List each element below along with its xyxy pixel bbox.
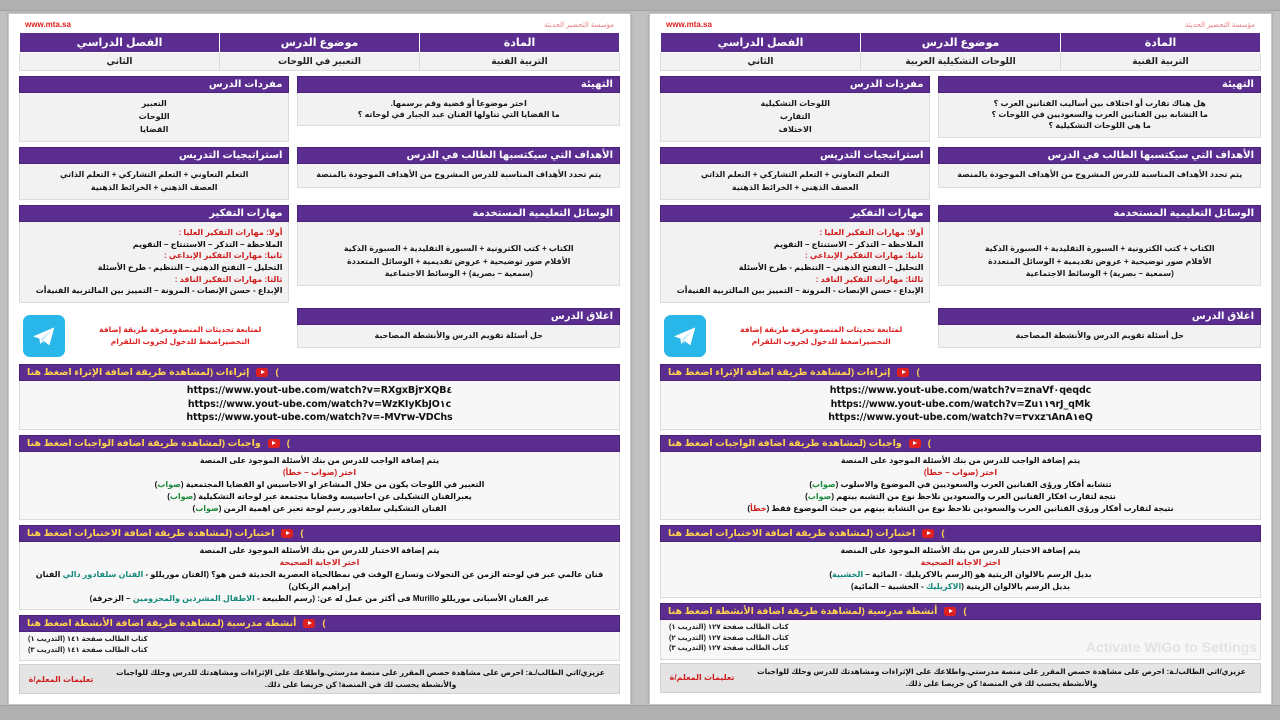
homework-body: [19, 452, 620, 520]
youtube-icon: [281, 529, 293, 538]
homework-item-close-1: ): [167, 492, 170, 502]
meta-col-0: المادة: [1061, 33, 1261, 53]
tests-item-1: [669, 581, 1252, 593]
row-closure: [660, 308, 1261, 359]
vocab-line-0: التعبير: [141, 99, 167, 108]
enrichment-url-1[interactable]: https://www.yout-ube.com/watch?v=Zu١١٩rJ_qMk: [830, 398, 1091, 410]
closure-box: [297, 308, 620, 348]
thinking-item-2: الإبداع - حسن الإنصات - المرونة – التمييز بين المالتربية الفنيةأت: [35, 286, 283, 296]
warmup-line-0: هل هناك تقارب أو اختلاف بين أساليب الفنانين العرب ؟: [993, 99, 1206, 108]
col-aids: [938, 205, 1261, 303]
tests-item-close-0: الفنان إبراهيم الزيكان): [35, 570, 351, 592]
vocabulary-box: [660, 76, 930, 142]
homework-item-text-0: التعبير في اللوحات يكون من خلال المشاعر او الاحاسيس او القضايا المجتمعية (: [180, 480, 485, 490]
activities-header[interactable]: [19, 615, 620, 632]
youtube-icon: [256, 368, 268, 377]
enrichment-url-0[interactable]: https://www.yout-ube.com/watch?v=RXgxBj٣XQB٤: [186, 384, 453, 396]
teaching-aids-header: الوسائل التعليمية المستخدمة: [297, 205, 620, 222]
youtube-icon: [944, 607, 956, 616]
warmup-line-0: اختر موضوعا أو قضية وقم برسمها.: [390, 99, 527, 108]
banner-label: اختبارات (لمشاهدة طريقة اضافة الاختبارات اضغط هنا: [668, 528, 916, 540]
banner-label: إثراءات (لمشاهدة طريقة اضافة الإثراء اضغط هنا: [27, 366, 250, 378]
org-name: مؤسسة التحضير الحديثة: [1185, 21, 1255, 29]
aids-spacer: [304, 227, 613, 243]
objectives-body: [297, 164, 620, 187]
activity-line-2: كتاب الطالب صفحة ١٢٧ (التدريب ٣): [669, 645, 789, 653]
activities-header[interactable]: [660, 603, 1261, 620]
homework-item-2: [669, 503, 1252, 515]
strategies-line-0: التعلم التعاوني + التعلم التشاركي + التعلم الذاتي: [701, 170, 890, 180]
warmup-header: التهيئة: [297, 76, 620, 93]
banner-close: ): [322, 618, 326, 630]
banner-label: إثراءات (لمشاهدة طريقة اضافة الإثراء اضغط هنا: [668, 366, 891, 378]
youtube-icon: [268, 439, 280, 448]
telegram-icon[interactable]: [664, 315, 706, 357]
telegram-promo[interactable]: [19, 308, 289, 359]
thinking-item-1: التحليل – التفتح الذهني – التنظيم - طرح الأسئلة: [738, 262, 924, 272]
tests-header[interactable]: [660, 525, 1261, 542]
col-objectives: [297, 147, 620, 200]
row-objectives: [660, 147, 1261, 200]
vocabulary-header: مفردات الدرس: [660, 76, 930, 93]
tests-body: [19, 542, 620, 610]
vocab-line-0: اللوحات التشكيلية: [760, 99, 830, 108]
promo-line-1: ومعرفة طريقة إضافة التحضير: [99, 324, 250, 346]
col-closure: [297, 308, 620, 359]
enrichment-url-1[interactable]: https://www.yout-ube.com/watch?v=WzKIyKbJO١c: [187, 398, 452, 410]
homework-header[interactable]: [19, 435, 620, 452]
thinking-skills-body: [19, 222, 289, 303]
youtube-icon: [922, 529, 934, 538]
banner-close: ): [275, 366, 279, 378]
col-strategies: [19, 147, 289, 200]
meta-table: [19, 32, 620, 71]
thinking-head-0: أولا: مهارات التفكير العليا :: [819, 228, 924, 238]
tests-item-answer-1: الاكريليك: [925, 582, 962, 592]
warmup-body: [297, 93, 620, 126]
teaching-aids-body: [297, 222, 620, 286]
viewer-bottom-bar: [0, 705, 1280, 720]
thinking-skills-header: مهارات التفكير: [660, 205, 930, 222]
objectives-text: يتم تحدد الأهداف المناسبة للدرس المشروح من الأهداف الموجودة بالمنصة: [957, 170, 1243, 180]
teacher-instructions-text: [102, 665, 619, 693]
promo-line-2: اضغط للدخول لجروب التلقرام: [751, 336, 862, 346]
row-warmup: [660, 76, 1261, 142]
objectives-body: [938, 164, 1261, 187]
homework-item-answer-0: صواب: [812, 480, 836, 490]
vocab-line-2: القضايا: [140, 124, 169, 134]
banner-label: أنشطة مدرسية (لمشاهدة طريقة اضافة الأنشطة اضغط هنا: [668, 606, 938, 618]
col-closure: [938, 308, 1261, 359]
col-objectives: [938, 147, 1261, 200]
promo-line-2: اضغط للدخول لجروب التلقرام: [110, 336, 221, 346]
meta-value-row: [20, 53, 620, 71]
row-closure: [19, 308, 620, 359]
meta-value-1: التعبير في اللوحات: [220, 53, 420, 71]
warmup-box: [938, 76, 1261, 138]
warmup-line-1: ما التشابه بين الفنانين العرب والسعوديين في اللوحات ؟: [991, 110, 1208, 120]
thinking-head-2: ثالثا: مهارات التفكير الناقد :: [815, 274, 924, 284]
vocab-line-2: الاختلاف: [778, 124, 812, 134]
row-aids: [660, 205, 1261, 303]
activities-body: [19, 632, 620, 661]
homework-header[interactable]: [660, 435, 1261, 452]
homework-body: [660, 452, 1261, 520]
tests-header[interactable]: [19, 525, 620, 542]
promo-line-0: لمتابعة تحديثات المنصة: [177, 324, 262, 334]
warmup-line-1: ما القضايا التي تناولها الفنان عبد الجبار في لوحاته ؟: [357, 110, 560, 120]
homework-item-close-1: ): [805, 492, 808, 502]
homework-choose-label: اختر (صواب – خطأ): [282, 468, 357, 478]
teacher-instructions: [19, 664, 620, 694]
homework-item-text-2: نتيجة لتقارب أفكار ورؤى الفنانين العرب والسعودين نلاحظ نوع من التشابة بينهم من حيث الموضوع فقط (: [766, 504, 1174, 514]
banner-close: ): [916, 366, 920, 378]
closure-header: اغلاق الدرس: [938, 308, 1261, 325]
closure-box: [938, 308, 1261, 348]
col-thinking: [660, 205, 930, 303]
tests-item-answer-1: الاطفال المشردين والمحرومين: [132, 594, 255, 604]
tests-item-0: [28, 569, 611, 593]
homework-item-1: [28, 491, 611, 503]
closure-header: اغلاق الدرس: [297, 308, 620, 325]
thinking-item-0: الملاحظة – التذكر – الاستنتاج – التقويم: [773, 239, 924, 249]
col-warmup: [297, 76, 620, 142]
closure-body: [938, 325, 1261, 348]
homework-item-1: [669, 491, 1252, 503]
tests-choose-label: اختر الاجابة الصحيحة: [279, 558, 360, 568]
vocabulary-header: مفردات الدرس: [19, 76, 289, 93]
aids-line-0: الكتاب + كتب الكترونية + السبورة التقليدية + السبورة الذكية: [343, 244, 574, 254]
meta-value-1: اللوحات التشكيلية العربية: [861, 53, 1061, 71]
tests-section: [660, 525, 1261, 598]
strategies-line-0: التعلم التعاوني + التعلم التشاركي + التعلم الذاتي: [60, 170, 249, 180]
banner-close: ): [927, 438, 931, 450]
banner-label: اختبارات (لمشاهدة طريقة اضافة الاختبارات اضغط هنا: [27, 528, 275, 540]
strategies-body: [660, 164, 930, 200]
aids-spacer: [945, 227, 1254, 243]
strategies-box: [660, 147, 930, 200]
thinking-item-0: الملاحظة – التذكر – الاستنتاج – التقويم: [132, 239, 283, 249]
teacher-note-line-1: واطلاعك على الإثراءات ومشاهدتك للدرس وحلك للواجبات والأنشطة يحسب لك في المنصة! كن حريصا على ذلك.: [757, 666, 1098, 688]
warmup-body: [938, 93, 1261, 138]
aids-line-2: (سمعية – بصرية) + الوسائط الاجتماعية: [1025, 268, 1174, 278]
thinking-head-1: ثانيا: مهارات التفكير الإبداعي :: [164, 251, 283, 261]
col-vocab: [19, 76, 289, 142]
row-warmup: [19, 76, 620, 142]
aids-line-2: (سمعية – بصرية) + الوسائط الاجتماعية: [384, 268, 533, 278]
homework-item-answer-2: صواب: [195, 504, 219, 514]
viewer-top-bar: [0, 0, 1280, 11]
objectives-box: [297, 147, 620, 187]
thinking-skills-box: [19, 205, 289, 303]
telegram-promo-text: [716, 324, 926, 348]
teacher-instructions-label: تعليمات المعلم/ة: [28, 674, 94, 684]
homework-bank-note: يتم إضافة الواجب للدرس من بنك الأسئلة الموجود على المنصة: [199, 456, 440, 466]
meta-col-2: الفصل الدراسي: [20, 33, 220, 53]
tests-item-close-1: – الزخرفة): [89, 594, 133, 604]
meta-value-2: الثاني: [661, 53, 861, 71]
homework-item-close-2: ): [747, 504, 750, 514]
homework-item-0: [28, 479, 611, 491]
homework-item-answer-2: خطأ: [750, 504, 767, 514]
objectives-header: الأهداف التي سيكتسبها الطالب في الدرس: [938, 147, 1261, 164]
meta-value-0: التربية الفنية: [420, 53, 620, 71]
homework-choose-label: اختر (صواب – خطأ): [923, 468, 998, 478]
homework-item-text-2: الفنان التشكيلي سلفادور رسم لوحة تعبر عن اهمية الزمن (: [218, 504, 447, 514]
homework-section: [19, 435, 620, 520]
row-objectives: [19, 147, 620, 200]
enrichment-body: [19, 381, 620, 430]
row-aids: [19, 205, 620, 303]
homework-item-text-1: نتجة لتقارب افكار الفنانين العرب والسعودين نلاحظ نوع من التشبه بينهم (: [831, 492, 1116, 502]
meta-value-2: الثاني: [20, 53, 220, 71]
strategies-header: استراتيجيات التدريس: [660, 147, 930, 164]
thinking-skills-body: [660, 222, 930, 303]
meta-col-1: موضوع الدرس: [220, 33, 420, 53]
col-promo: [19, 308, 289, 359]
activity-line-1: كتاب الطالب صفحة ١٤١ (التدريب ٣): [28, 646, 148, 654]
tests-item-close-1: - الخشبية – المائية): [850, 582, 926, 592]
warmup-header: التهيئة: [938, 76, 1261, 93]
teaching-aids-box: [297, 205, 620, 286]
enrichment-section: [19, 364, 620, 430]
activities-body: [660, 620, 1261, 660]
tests-choose-label: اختر الاجابة الصحيحة: [920, 558, 1001, 568]
col-strategies: [660, 147, 930, 200]
vocabulary-body: [19, 93, 289, 142]
promo-line-0: لمتابعة تحديثات المنصة: [818, 324, 903, 334]
pages-container: [0, 11, 1280, 705]
thinking-item-1: التحليل – التفتح الذهني – التنظيم - طرح الأسئلة: [97, 262, 283, 272]
activity-line-0: كتاب الطالب صفحة ١٤١ (التدريب ١): [28, 636, 148, 644]
banner-close: ): [941, 528, 945, 540]
tests-bank-note: يتم إضافة الاختبار للدرس من بنك الأسئلة الموجود على المنصة: [199, 546, 440, 556]
col-promo: [660, 308, 930, 359]
homework-item-close-0: ): [154, 480, 158, 490]
tests-item-close-0: ): [829, 570, 833, 580]
banner-close: ): [963, 606, 967, 618]
telegram-promo[interactable]: [660, 308, 930, 359]
promo-line-1: ومعرفة طريقة إضافة التحضير: [740, 324, 891, 346]
thinking-skills-header: مهارات التفكير: [19, 205, 289, 222]
meta-header-row: [661, 33, 1261, 53]
strategies-header: استراتيجيات التدريس: [19, 147, 289, 164]
tests-body: [660, 542, 1261, 598]
col-vocab: [660, 76, 930, 142]
teaching-aids-header: الوسائل التعليمية المستخدمة: [938, 205, 1261, 222]
enrichment-url-0[interactable]: https://www.yout-ube.com/watch?v=znaVf٠qeqdc: [829, 384, 1092, 396]
homework-item-close-2: ): [192, 504, 196, 514]
tests-section: [19, 525, 620, 610]
thinking-item-2: الإبداع - حسن الإنصات - المرونة – التمييز بين المالتربية الفنيةأت: [676, 286, 924, 296]
homework-item-2: [28, 503, 611, 515]
strategies-line-1: العصف الذهني + الخرائط الذهنية: [90, 182, 218, 192]
homework-bank-note: يتم إضافة الواجب للدرس من بنك الأسئلة الموجود على المنصة: [840, 456, 1081, 466]
brand-line: [660, 18, 1261, 32]
meta-col-0: المادة: [420, 33, 620, 53]
activity-line-0: كتاب الطالب صفحة ١٢٧ (التدريب ١): [669, 624, 789, 632]
warmup-line-2: ما هي اللوحات التشكيلية ؟: [1048, 121, 1151, 131]
page-right: [649, 13, 1272, 705]
aids-line-0: الكتاب + كتب الكترونية + السبورة التقليدية + السبورة الذكية: [984, 244, 1215, 254]
org-name: مؤسسة التحضير الحديثة: [544, 21, 614, 29]
tests-item-text-0: بديل الرسم بالالوان الزيتية هو (الرسم بالاكريليك - المائية –: [863, 570, 1092, 580]
strategies-box: [19, 147, 289, 200]
teacher-instructions-label: تعليمات المعلم/ة: [669, 673, 735, 683]
thinking-skills-box: [660, 205, 930, 303]
telegram-icon[interactable]: [23, 315, 65, 357]
enrichment-header[interactable]: [19, 364, 620, 381]
teacher-note-line-0: عزيزي/اتي الطالب/ـة: احرص على مشاهدة حصص المقرر على منصة مدرستي.: [324, 668, 605, 678]
banner-label: واجبات (لمشاهدة طريقة اضافة الواجبات اضغط هنا: [27, 438, 261, 450]
brand-line: [19, 18, 620, 32]
col-warmup: [938, 76, 1261, 142]
closure-body: [297, 325, 620, 348]
meta-table: [660, 32, 1261, 71]
closure-text: حل أسئلة تقويم الدرس والأنشطة المصاحبة: [1015, 330, 1184, 340]
enrichment-section: [660, 364, 1261, 430]
banner-label: واجبات (لمشاهدة طريقة اضافة الواجبات اضغط هنا: [668, 438, 902, 450]
enrichment-header[interactable]: [660, 364, 1261, 381]
activity-line-1: كتاب الطالب صفحة ١٢٧ (التدريب ٢): [669, 634, 789, 642]
vocabulary-body: [660, 93, 930, 142]
col-aids: [297, 205, 620, 303]
youtube-icon: [897, 368, 909, 377]
teaching-aids-body: [938, 222, 1261, 286]
tests-bank-note: يتم إضافة الاختبار للدرس من بنك الأسئلة الموجود على المنصة: [840, 546, 1081, 556]
youtube-icon: [909, 439, 921, 448]
tests-item-answer-0: الخشبية: [832, 570, 864, 580]
warmup-box: [297, 76, 620, 126]
strategies-body: [19, 164, 289, 200]
telegram-promo-text: [75, 324, 285, 348]
banner-close: ): [286, 438, 290, 450]
homework-item-answer-0: صواب: [157, 480, 181, 490]
tests-item-answer-0: الفنان سلفادور دالي: [62, 570, 144, 580]
tests-item-0: [669, 569, 1252, 581]
site-url[interactable]: www.mta.sa: [666, 20, 712, 29]
tests-item-text-1: عبر الفنان الأسبانى موريللو Murillo فى أكثر من عمل له عن: (رسم الطبيعة -: [254, 594, 550, 604]
vocab-line-1: اللوحات: [138, 111, 170, 121]
closure-text: حل أسئلة تقويم الدرس والأنشطة المصاحبة: [374, 330, 543, 340]
enrichment-url-2[interactable]: https://www.yout-ube.com/watch?v=٣vxz٦AnA١eQ: [828, 412, 1093, 424]
banner-close: ): [300, 528, 304, 540]
homework-item-text-1: يعبرالفنان التشكيلى عن احاسيسه وقضايا مجتمعة عبر لوحاته التشكيلية (: [193, 492, 472, 502]
thinking-head-2: ثالثا: مهارات التفكير الناقد :: [174, 274, 283, 284]
teacher-instructions: [660, 663, 1261, 693]
meta-col-1: موضوع الدرس: [861, 33, 1061, 53]
meta-col-2: الفصل الدراسي: [661, 33, 861, 53]
youtube-icon: [303, 619, 315, 628]
vocabulary-box: [19, 76, 289, 142]
objectives-box: [938, 147, 1261, 187]
activities-section: [660, 603, 1261, 660]
homework-item-text-0: تتشابه أفكار ورؤى الفنانين العرب والسعوديين في الموضوع والاسلوب (: [835, 480, 1112, 490]
vocab-line-1: التقارب: [780, 111, 811, 121]
meta-value-0: التربية الفنية: [1061, 53, 1261, 71]
enrichment-url-2[interactable]: https://www.yout-ube.com/watch?v=-MV٣w-VDChs: [186, 412, 453, 424]
homework-item-answer-1: صواب: [169, 492, 194, 502]
site-url[interactable]: www.mta.sa: [25, 20, 71, 29]
teaching-aids-box: [938, 205, 1261, 286]
strategies-line-1: العصف الذهني + الخرائط الذهنية: [731, 182, 859, 192]
tests-item-text-1: بديل الرسم بالالوان الزيتية (: [961, 582, 1071, 592]
thinking-head-1: ثانيا: مهارات التفكير الإبداعي :: [805, 251, 924, 261]
homework-section: [660, 435, 1261, 520]
col-thinking: [19, 205, 289, 303]
banner-label: أنشطة مدرسية (لمشاهدة طريقة اضافة الأنشطة اضغط هنا: [27, 618, 297, 630]
objectives-text: يتم تحدد الأهداف المناسبة للدرس المشروح من الأهداف الموجودة بالمنصة: [316, 170, 602, 180]
thinking-head-0: أولا: مهارات التفكير العليا :: [178, 228, 283, 238]
homework-item-answer-1: صواب: [807, 492, 832, 502]
aids-line-1: الأقلام صور توضيحية + عروض تقديمية + الوسائل المتعددة: [988, 256, 1212, 266]
enrichment-body: [660, 381, 1261, 430]
homework-item-0: [669, 479, 1252, 491]
teacher-note-line-0: عزيزي/اتي الطالب/ـة: احرص على مشاهدة حصص المقرر على منصة مدرستي.: [965, 666, 1246, 676]
teacher-note-line-1: واطلاعك على الإثراءات ومشاهدتك للدرس وحلك للواجبات والأنشطة يحسب لك في المنصة! كن حريصا على ذلك.: [116, 668, 457, 690]
objectives-header: الأهداف التي سيكتسبها الطالب في الدرس: [297, 147, 620, 164]
teacher-instructions-text: [743, 664, 1260, 692]
tests-item-1: [28, 593, 611, 605]
meta-value-row: [661, 53, 1261, 71]
homework-item-close-0: ): [809, 480, 813, 490]
page-left: [8, 13, 631, 705]
meta-header-row: [20, 33, 620, 53]
aids-line-1: الأقلام صور توضيحية + عروض تقديمية + الوسائل المتعددة: [347, 256, 571, 266]
activities-section: [19, 615, 620, 661]
tests-item-text-0: فنان عالمي عبر في لوحته الزمن عن التحولات وتسارع الوقت في نمطالحياة العصرية الحديثة فمن هو؟ (الفنان موريللو -: [143, 570, 604, 580]
